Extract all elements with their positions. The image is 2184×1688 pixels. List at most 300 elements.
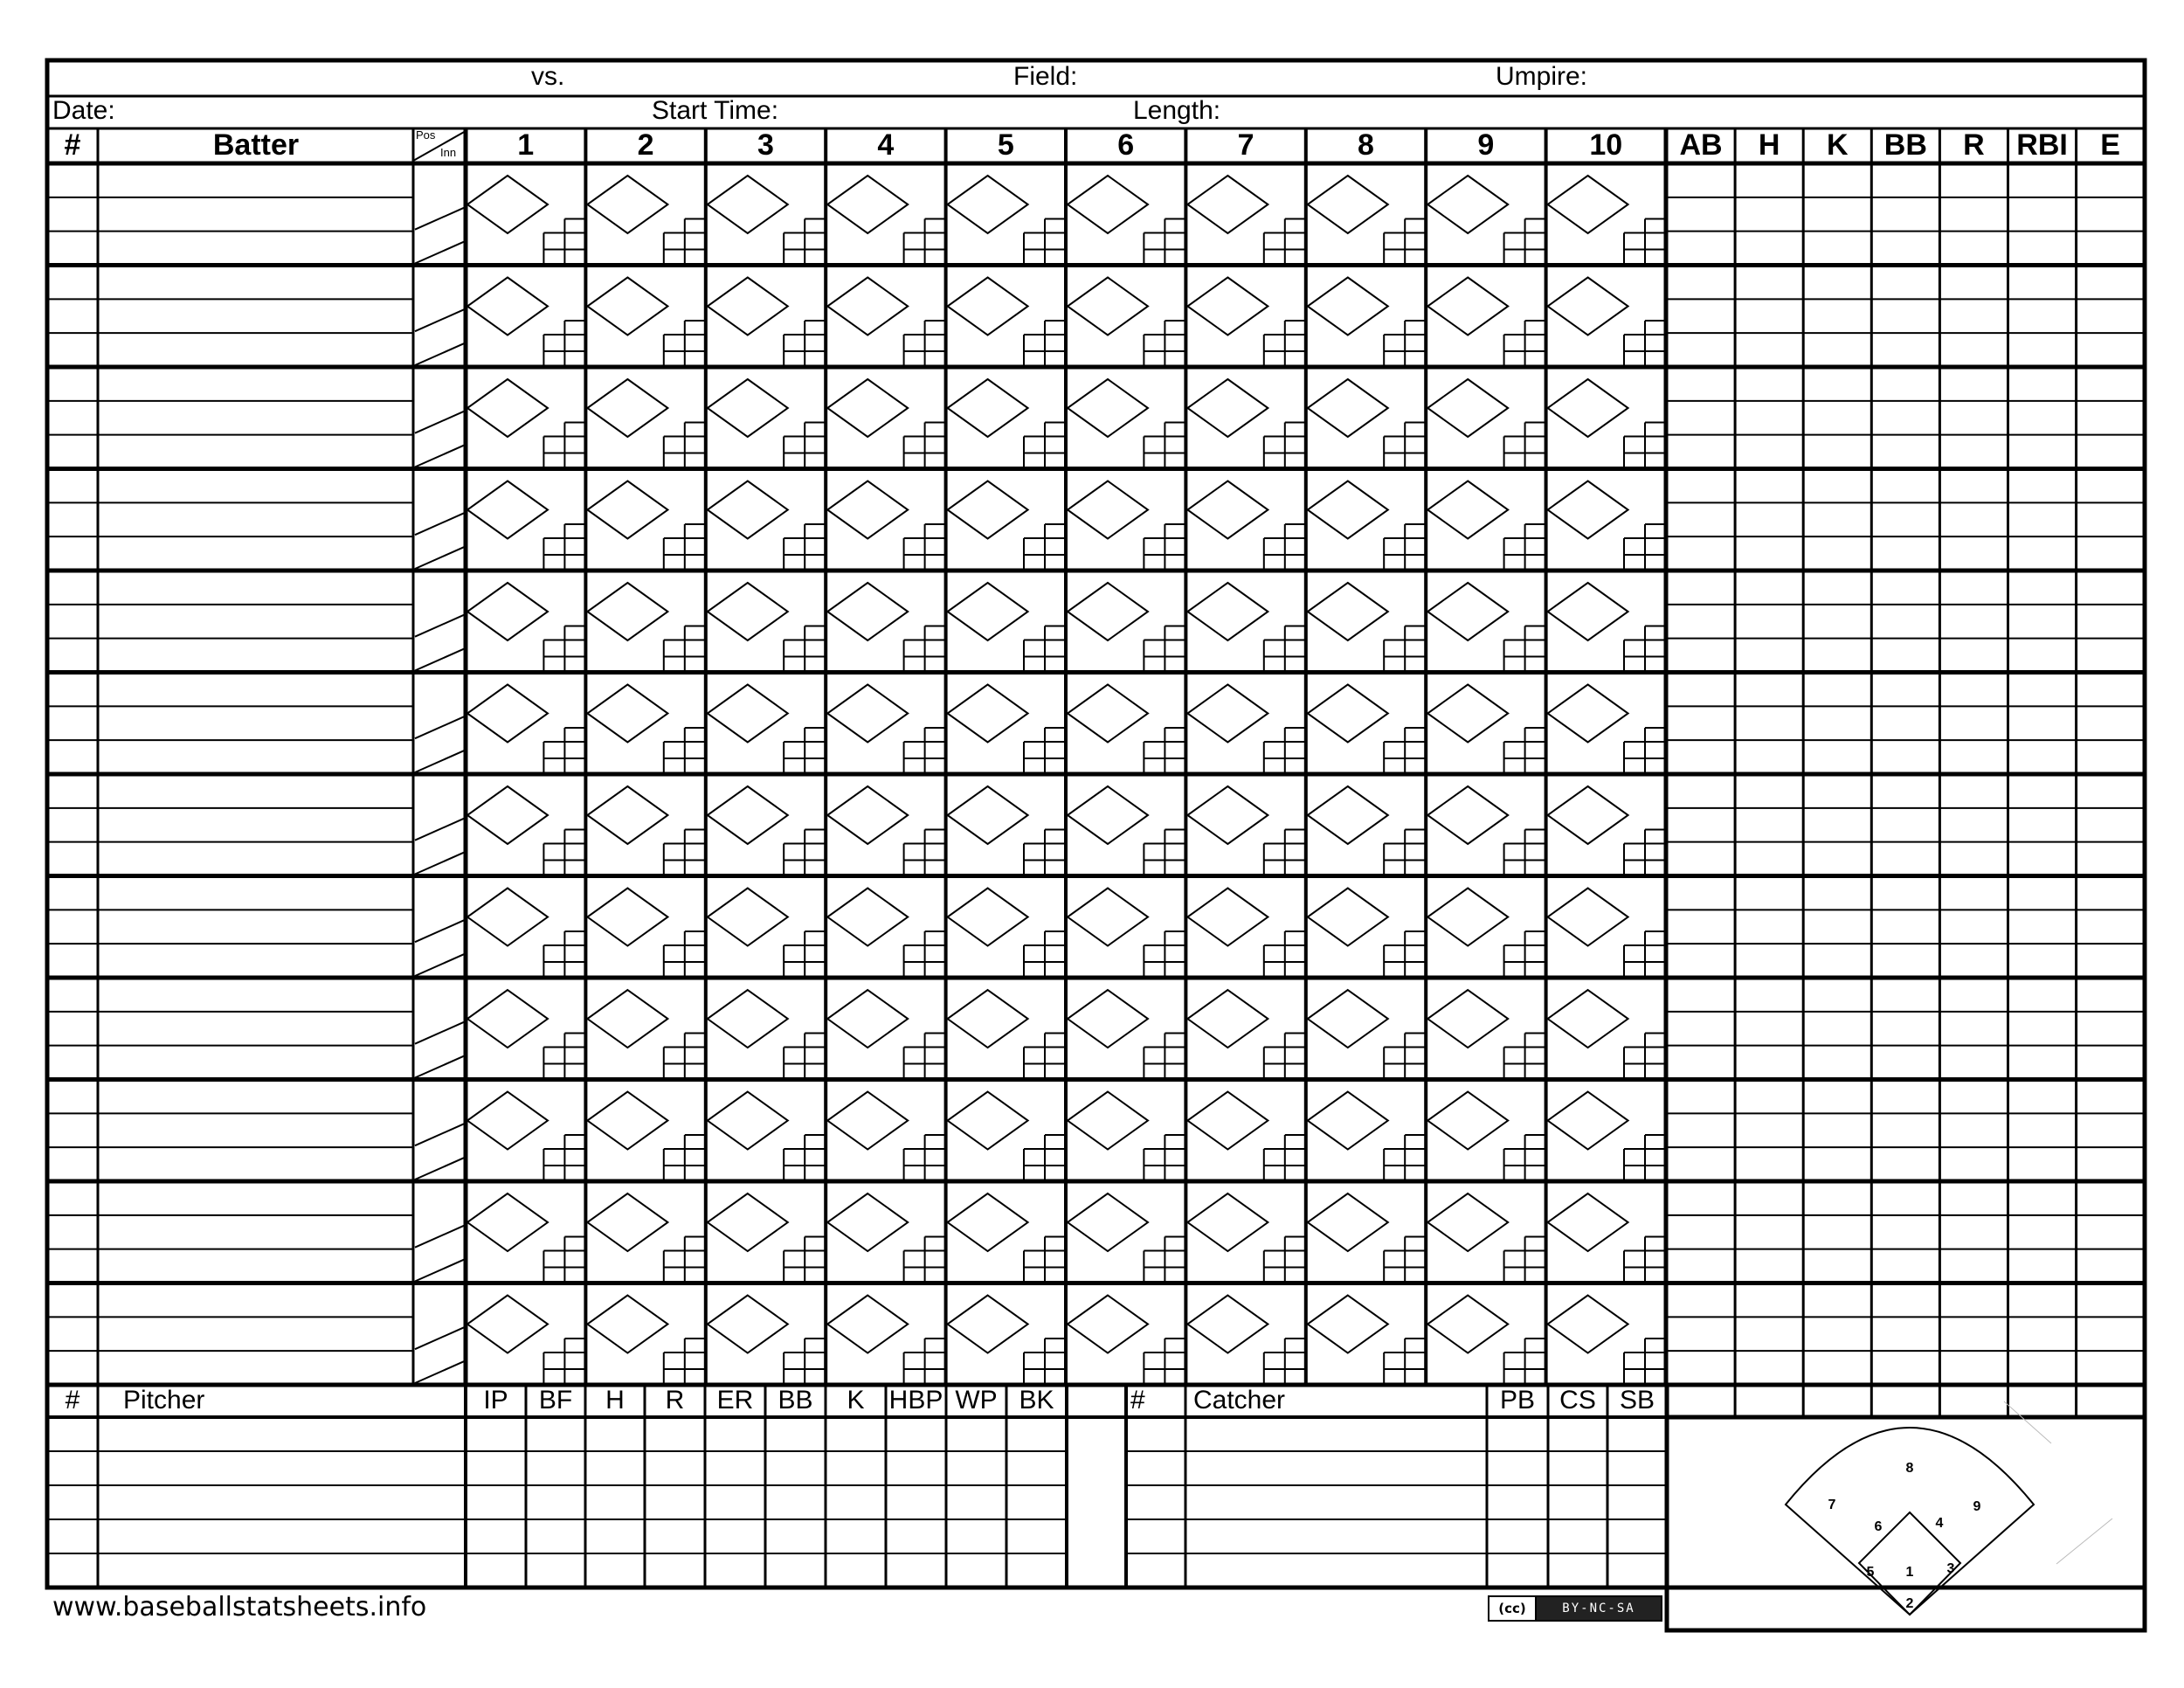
- diamond: [1068, 685, 1148, 743]
- position-slash: [415, 920, 464, 942]
- inning-header-1: 1: [517, 128, 535, 162]
- count-box: [1624, 931, 1666, 978]
- count-box: [664, 728, 706, 774]
- diamond: [467, 481, 548, 539]
- diamond: [587, 786, 667, 844]
- count-box: [1384, 728, 1426, 774]
- diamond: [1548, 278, 1628, 336]
- diamond: [948, 990, 1028, 1048]
- position-slash: [415, 819, 464, 841]
- position-slash: [415, 1124, 464, 1145]
- diamond: [1308, 1193, 1388, 1251]
- diamond: [948, 176, 1028, 233]
- pitching-header-bk: BK: [1019, 1386, 1054, 1415]
- count-box: [1384, 321, 1426, 367]
- position-slash: [415, 1327, 464, 1349]
- diamond: [1427, 379, 1508, 437]
- position-slash: [415, 751, 464, 772]
- diamond: [587, 685, 667, 743]
- diamond: [1548, 583, 1628, 640]
- pitching-header-h: H: [605, 1386, 625, 1415]
- catching-header-sb: SB: [1619, 1386, 1655, 1415]
- count-box: [664, 524, 706, 571]
- count-box: [784, 219, 826, 266]
- pitching-header-r: R: [665, 1386, 685, 1415]
- count-box: [1144, 1339, 1185, 1385]
- diamond: [587, 1193, 667, 1251]
- diamond: [587, 481, 667, 539]
- pitching-header-er: ER: [716, 1386, 754, 1415]
- count-box: [1504, 1034, 1546, 1080]
- diamond: [1548, 990, 1628, 1048]
- count-box: [664, 423, 706, 469]
- count-box: [1384, 524, 1426, 571]
- foul-line-faint: [2056, 1519, 2112, 1564]
- stat-header-e: E: [2100, 128, 2120, 162]
- diamond: [708, 889, 788, 946]
- pitching-header-k: K: [847, 1386, 865, 1415]
- position-slash: [415, 649, 464, 671]
- diamond: [1187, 278, 1268, 336]
- diamond: [827, 379, 908, 437]
- umpire-label: Umpire:: [1496, 62, 1588, 91]
- diamond: [1187, 685, 1268, 743]
- diamond: [708, 786, 788, 844]
- catcher-number-header: #: [1130, 1386, 1145, 1415]
- diamond: [1548, 1193, 1628, 1251]
- diamond: [708, 1092, 788, 1150]
- start-time-label: Start Time:: [652, 96, 779, 125]
- inning-header-8: 8: [1358, 128, 1374, 162]
- count-box: [904, 1339, 946, 1385]
- count-box: [1624, 1339, 1666, 1385]
- diamond: [1187, 1193, 1268, 1251]
- diamond: [1068, 379, 1148, 437]
- diamond: [708, 379, 788, 437]
- diamond: [1427, 889, 1508, 946]
- count-box: [1264, 931, 1306, 978]
- position-slash: [415, 513, 464, 535]
- diamond: [827, 1296, 908, 1353]
- catcher-name-header: Catcher: [1193, 1386, 1286, 1415]
- count-box: [1384, 1135, 1426, 1181]
- count-box: [1504, 524, 1546, 571]
- count-box: [664, 1135, 706, 1181]
- cc-icon: (cc): [1489, 1597, 1537, 1620]
- diamond: [587, 889, 667, 946]
- diamond: [1308, 889, 1388, 946]
- position-slash: [415, 615, 464, 637]
- count-box: [543, 524, 585, 571]
- count-box: [784, 1034, 826, 1080]
- diamond: [1427, 176, 1508, 233]
- diamond: [467, 1296, 548, 1353]
- count-box: [904, 931, 946, 978]
- diamond: [1548, 379, 1628, 437]
- diamond: [1548, 481, 1628, 539]
- diamond: [467, 176, 548, 233]
- count-box: [1144, 321, 1185, 367]
- field-position-4: 4: [1935, 1516, 1944, 1531]
- diamond: [587, 1092, 667, 1150]
- diamond: [1427, 1193, 1508, 1251]
- inning-header-4: 4: [877, 128, 895, 162]
- stat-header-bb: BB: [1883, 128, 1927, 162]
- diamond: [587, 379, 667, 437]
- count-box: [664, 321, 706, 367]
- length-label: Length:: [1133, 96, 1221, 125]
- diamond: [1068, 1092, 1148, 1150]
- diamond: [1187, 379, 1268, 437]
- diamond: [827, 583, 908, 640]
- inn-label: Inn: [440, 146, 457, 159]
- position-slash: [415, 242, 464, 264]
- count-box: [1144, 219, 1185, 266]
- field-position-5: 5: [1866, 1565, 1875, 1580]
- diamond: [948, 583, 1028, 640]
- position-slash: [415, 1361, 464, 1383]
- field-position-1: 1: [1905, 1565, 1914, 1580]
- count-box: [543, 626, 585, 673]
- count-box: [904, 321, 946, 367]
- diamond: [708, 278, 788, 336]
- diamond: [1308, 1296, 1388, 1353]
- count-box: [1144, 728, 1185, 774]
- count-box: [904, 830, 946, 876]
- diamond: [948, 1296, 1028, 1353]
- count-box: [1504, 1339, 1546, 1385]
- count-box: [904, 524, 946, 571]
- inning-header-9: 9: [1477, 128, 1495, 162]
- diamond: [1308, 583, 1388, 640]
- count-box: [1264, 423, 1306, 469]
- count-box: [1144, 1237, 1185, 1283]
- diamond: [1308, 481, 1388, 539]
- count-box: [1384, 830, 1426, 876]
- diamond: [467, 786, 548, 844]
- diamond: [1308, 990, 1388, 1048]
- diamond: [827, 1193, 908, 1251]
- count-box: [904, 1135, 946, 1181]
- count-box: [1504, 830, 1546, 876]
- count-box: [1264, 524, 1306, 571]
- count-box: [784, 524, 826, 571]
- count-box: [1144, 1135, 1185, 1181]
- count-box: [1024, 1237, 1066, 1283]
- field-position-3: 3: [1946, 1561, 1955, 1576]
- count-box: [1624, 1135, 1666, 1181]
- count-box: [904, 626, 946, 673]
- count-box: [1024, 219, 1066, 266]
- diamond: [1187, 889, 1268, 946]
- diamond: [1548, 685, 1628, 743]
- position-slash: [415, 309, 464, 331]
- count-box: [543, 423, 585, 469]
- pitching-header-wp: WP: [955, 1386, 998, 1415]
- diamond: [948, 786, 1028, 844]
- count-box: [1384, 1237, 1426, 1283]
- count-box: [904, 1034, 946, 1080]
- diamond: [1548, 1092, 1628, 1150]
- diamond: [1427, 1092, 1508, 1150]
- count-box: [1384, 1034, 1426, 1080]
- count-box: [543, 728, 585, 774]
- diamond: [708, 1296, 788, 1353]
- position-slash: [415, 1260, 464, 1282]
- diamond: [948, 379, 1028, 437]
- diamond: [1308, 1092, 1388, 1150]
- pitcher-name-header: Pitcher: [123, 1386, 205, 1415]
- count-box: [1144, 423, 1185, 469]
- position-slash: [415, 547, 464, 569]
- count-box: [1024, 1034, 1066, 1080]
- diamond: [948, 481, 1028, 539]
- count-box: [1024, 626, 1066, 673]
- count-box: [1504, 321, 1546, 367]
- field-position-2: 2: [1905, 1596, 1914, 1611]
- diamond: [1427, 990, 1508, 1048]
- field-label: Field:: [1013, 62, 1078, 91]
- position-slash: [415, 1158, 464, 1180]
- count-box: [784, 728, 826, 774]
- inning-header-6: 6: [1117, 128, 1135, 162]
- count-box: [664, 1237, 706, 1283]
- count-box: [543, 830, 585, 876]
- count-box: [543, 321, 585, 367]
- diamond: [467, 1092, 548, 1150]
- count-box: [1624, 219, 1666, 266]
- diamond: [708, 685, 788, 743]
- position-slash: [415, 1022, 464, 1044]
- diamond: [467, 278, 548, 336]
- count-box: [1024, 830, 1066, 876]
- count-box: [1024, 931, 1066, 978]
- count-box: [1624, 1034, 1666, 1080]
- outer-border: [47, 60, 2145, 1588]
- count-box: [1624, 321, 1666, 367]
- position-slash: [415, 412, 464, 433]
- diamond: [708, 583, 788, 640]
- count-box: [784, 830, 826, 876]
- count-box: [1024, 524, 1066, 571]
- count-box: [1624, 1237, 1666, 1283]
- diamond: [1548, 1296, 1628, 1353]
- count-box: [784, 1135, 826, 1181]
- count-box: [543, 1034, 585, 1080]
- diamond: [1427, 685, 1508, 743]
- count-box: [1264, 1237, 1306, 1283]
- count-box: [784, 1339, 826, 1385]
- diamond: [708, 481, 788, 539]
- count-box: [1504, 1135, 1546, 1181]
- diamond: [467, 990, 548, 1048]
- diamond: [587, 990, 667, 1048]
- diamond: [587, 583, 667, 640]
- diamond: [467, 685, 548, 743]
- field-position-6: 6: [1874, 1519, 1883, 1534]
- inning-header-10: 10: [1589, 128, 1623, 162]
- diamond: [948, 1092, 1028, 1150]
- date-label: Date:: [52, 96, 115, 125]
- diamond: [1427, 1296, 1508, 1353]
- diamond: [1187, 583, 1268, 640]
- position-slash: [415, 716, 464, 738]
- diamond: [467, 583, 548, 640]
- diamond: [467, 1193, 548, 1251]
- field-position-8: 8: [1905, 1461, 1914, 1476]
- count-box: [1384, 931, 1426, 978]
- diamond: [1068, 583, 1148, 640]
- count-box: [543, 1237, 585, 1283]
- count-box: [1504, 423, 1546, 469]
- diamond: [1187, 786, 1268, 844]
- count-box: [1624, 423, 1666, 469]
- pitching-header-bf: BF: [538, 1386, 573, 1415]
- count-box: [1144, 1034, 1185, 1080]
- count-box: [1504, 1237, 1546, 1283]
- count-box: [1624, 830, 1666, 876]
- count-box: [1024, 1339, 1066, 1385]
- field-position-9: 9: [1973, 1499, 1981, 1514]
- diamond: [1308, 379, 1388, 437]
- count-box: [1024, 321, 1066, 367]
- count-box: [543, 1339, 585, 1385]
- count-box: [1144, 626, 1185, 673]
- foul-line-faint: [2004, 1401, 2051, 1443]
- count-box: [664, 830, 706, 876]
- diamond: [827, 278, 908, 336]
- count-box: [784, 1237, 826, 1283]
- count-box: [1504, 728, 1546, 774]
- diamond: [708, 176, 788, 233]
- count-box: [1384, 1339, 1426, 1385]
- count-box: [1504, 626, 1546, 673]
- count-box: [543, 1135, 585, 1181]
- diamond: [948, 278, 1028, 336]
- count-box: [664, 931, 706, 978]
- count-box: [1144, 524, 1185, 571]
- count-box: [904, 1237, 946, 1283]
- inning-header-7: 7: [1237, 128, 1254, 162]
- diamond: [827, 786, 908, 844]
- stat-header-h: H: [1758, 128, 1780, 162]
- count-box: [1024, 423, 1066, 469]
- catching-header-pb: PB: [1499, 1386, 1536, 1415]
- diamond: [587, 1296, 667, 1353]
- diamond: [1427, 786, 1508, 844]
- pitching-header-bb: BB: [778, 1386, 813, 1415]
- diamond: [1068, 1193, 1148, 1251]
- diamond: [708, 990, 788, 1048]
- pitcher-number-header: #: [65, 1386, 80, 1415]
- inning-header-5: 5: [997, 128, 1014, 162]
- diamond: [1427, 278, 1508, 336]
- diamond: [827, 176, 908, 233]
- diamond: [827, 685, 908, 743]
- diamond: [708, 1193, 788, 1251]
- count-box: [1264, 219, 1306, 266]
- count-box: [664, 219, 706, 266]
- diamond: [1187, 481, 1268, 539]
- diamond: [467, 379, 548, 437]
- count-box: [543, 219, 585, 266]
- field-position-7: 7: [1828, 1498, 1836, 1512]
- stat-header-rbi: RBI: [2016, 128, 2068, 162]
- diamond: [1068, 278, 1148, 336]
- diamond: [1187, 990, 1268, 1048]
- diamond: [827, 1092, 908, 1150]
- diamond: [827, 481, 908, 539]
- diamond: [827, 990, 908, 1048]
- diamond: [587, 278, 667, 336]
- diamond: [1187, 1296, 1268, 1353]
- count-box: [1504, 219, 1546, 266]
- diamond: [1068, 889, 1148, 946]
- stat-header-ab: AB: [1679, 128, 1723, 162]
- count-box: [904, 219, 946, 266]
- count-box: [1144, 830, 1185, 876]
- count-box: [1624, 728, 1666, 774]
- inning-header-2: 2: [637, 128, 654, 162]
- count-box: [1024, 728, 1066, 774]
- diamond: [1068, 176, 1148, 233]
- diamond: [587, 176, 667, 233]
- website-footer: www.baseballstatsheets.info: [52, 1592, 427, 1622]
- count-box: [784, 626, 826, 673]
- count-box: [1624, 524, 1666, 571]
- count-box: [1264, 830, 1306, 876]
- diamond: [1068, 481, 1148, 539]
- diamond: [1548, 176, 1628, 233]
- count-box: [1624, 626, 1666, 673]
- count-box: [784, 423, 826, 469]
- diamond: [1068, 786, 1148, 844]
- diamond: [948, 1193, 1028, 1251]
- position-slash: [415, 1056, 464, 1078]
- count-box: [784, 931, 826, 978]
- count-box: [664, 1339, 706, 1385]
- position-slash: [415, 954, 464, 976]
- batter-number-header: #: [64, 128, 81, 162]
- diamond: [1068, 990, 1148, 1048]
- position-slash: [415, 1226, 464, 1248]
- diamond: [467, 889, 548, 946]
- count-box: [664, 626, 706, 673]
- diamond: [948, 685, 1028, 743]
- count-box: [1384, 626, 1426, 673]
- count-box: [1264, 626, 1306, 673]
- stat-header-r: R: [1963, 128, 1985, 162]
- count-box: [543, 931, 585, 978]
- diamond: [1548, 786, 1628, 844]
- license-badge: [1488, 1595, 1662, 1622]
- diamond: [1548, 889, 1628, 946]
- count-box: [1384, 423, 1426, 469]
- diamond: [827, 889, 908, 946]
- batter-name-header: Batter: [212, 128, 300, 162]
- count-box: [1384, 219, 1426, 266]
- diamond: [1308, 685, 1388, 743]
- count-box: [784, 321, 826, 367]
- count-box: [1024, 1135, 1066, 1181]
- diamond: [1068, 1296, 1148, 1353]
- diamond: [1187, 176, 1268, 233]
- diamond: [1308, 176, 1388, 233]
- count-box: [1144, 931, 1185, 978]
- position-slash: [415, 343, 464, 365]
- pos-label: Pos: [416, 128, 436, 142]
- count-box: [664, 1034, 706, 1080]
